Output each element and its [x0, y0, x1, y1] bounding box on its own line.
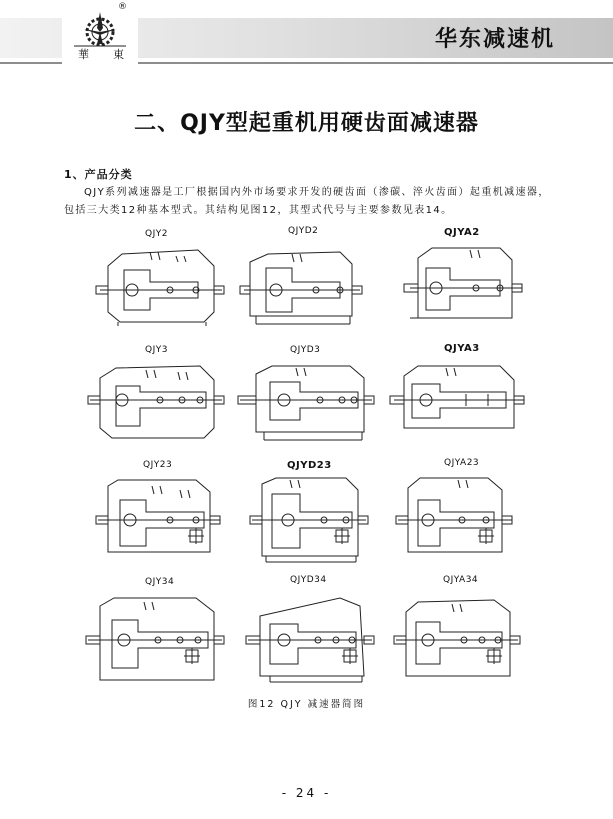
- label-qjya2: QJYA2: [444, 227, 480, 238]
- diagram-qjya23: [396, 478, 512, 552]
- label-qjy3: QJY3: [145, 345, 168, 355]
- diagram-qjya34: [394, 600, 520, 676]
- figure-caption: 图12 QJY 减速器简图: [247, 699, 366, 710]
- diagram-qjyd2: [240, 252, 362, 324]
- label-qjya3: QJYA3: [444, 343, 480, 354]
- diagram-qjya2: [404, 248, 522, 318]
- section-paragraph: QJY系列减速器是工厂根据国内外市场要求开发的硬齿面（渗碳、淬火齿面）起重机减速器，包括三大类12种基本型式。其结构见图12，其型式代号与主要参数见表14。: [64, 187, 550, 216]
- label-qjya34: QJYA34: [443, 575, 479, 585]
- label-qjya23: QJYA23: [444, 458, 480, 468]
- label-qjyd34: QJYD34: [290, 575, 327, 585]
- label-qjy34: QJY34: [145, 577, 175, 587]
- diagram-qjy3: [88, 366, 224, 438]
- label-qjyd23: QJYD23: [287, 460, 332, 471]
- page-title: 二、QJY型起重机用硬齿面减速器: [134, 111, 479, 136]
- label-qjyd2: QJYD2: [288, 226, 319, 236]
- section-heading: 1、产品分类: [64, 168, 133, 181]
- page-number: - 24 -: [281, 786, 332, 800]
- diagram-qjyd23: [250, 478, 368, 562]
- diagram-qjy23: [96, 480, 220, 552]
- logo-char-1: 華: [78, 48, 89, 61]
- logo-char-2: 東: [113, 48, 124, 61]
- brand-name: 华东减速机: [434, 26, 555, 52]
- diagram-qjy34: [86, 598, 224, 680]
- label-qjy23: QJY23: [143, 460, 173, 470]
- label-qjy2: QJY2: [145, 229, 168, 239]
- diagram-qjya3: [390, 366, 524, 428]
- diagram-qjyd34: [246, 598, 374, 682]
- label-qjyd3: QJYD3: [290, 345, 321, 355]
- registered-mark: ®: [118, 2, 127, 12]
- diagram-qjyd3: [238, 366, 374, 440]
- diagram-qjy2: [96, 250, 224, 326]
